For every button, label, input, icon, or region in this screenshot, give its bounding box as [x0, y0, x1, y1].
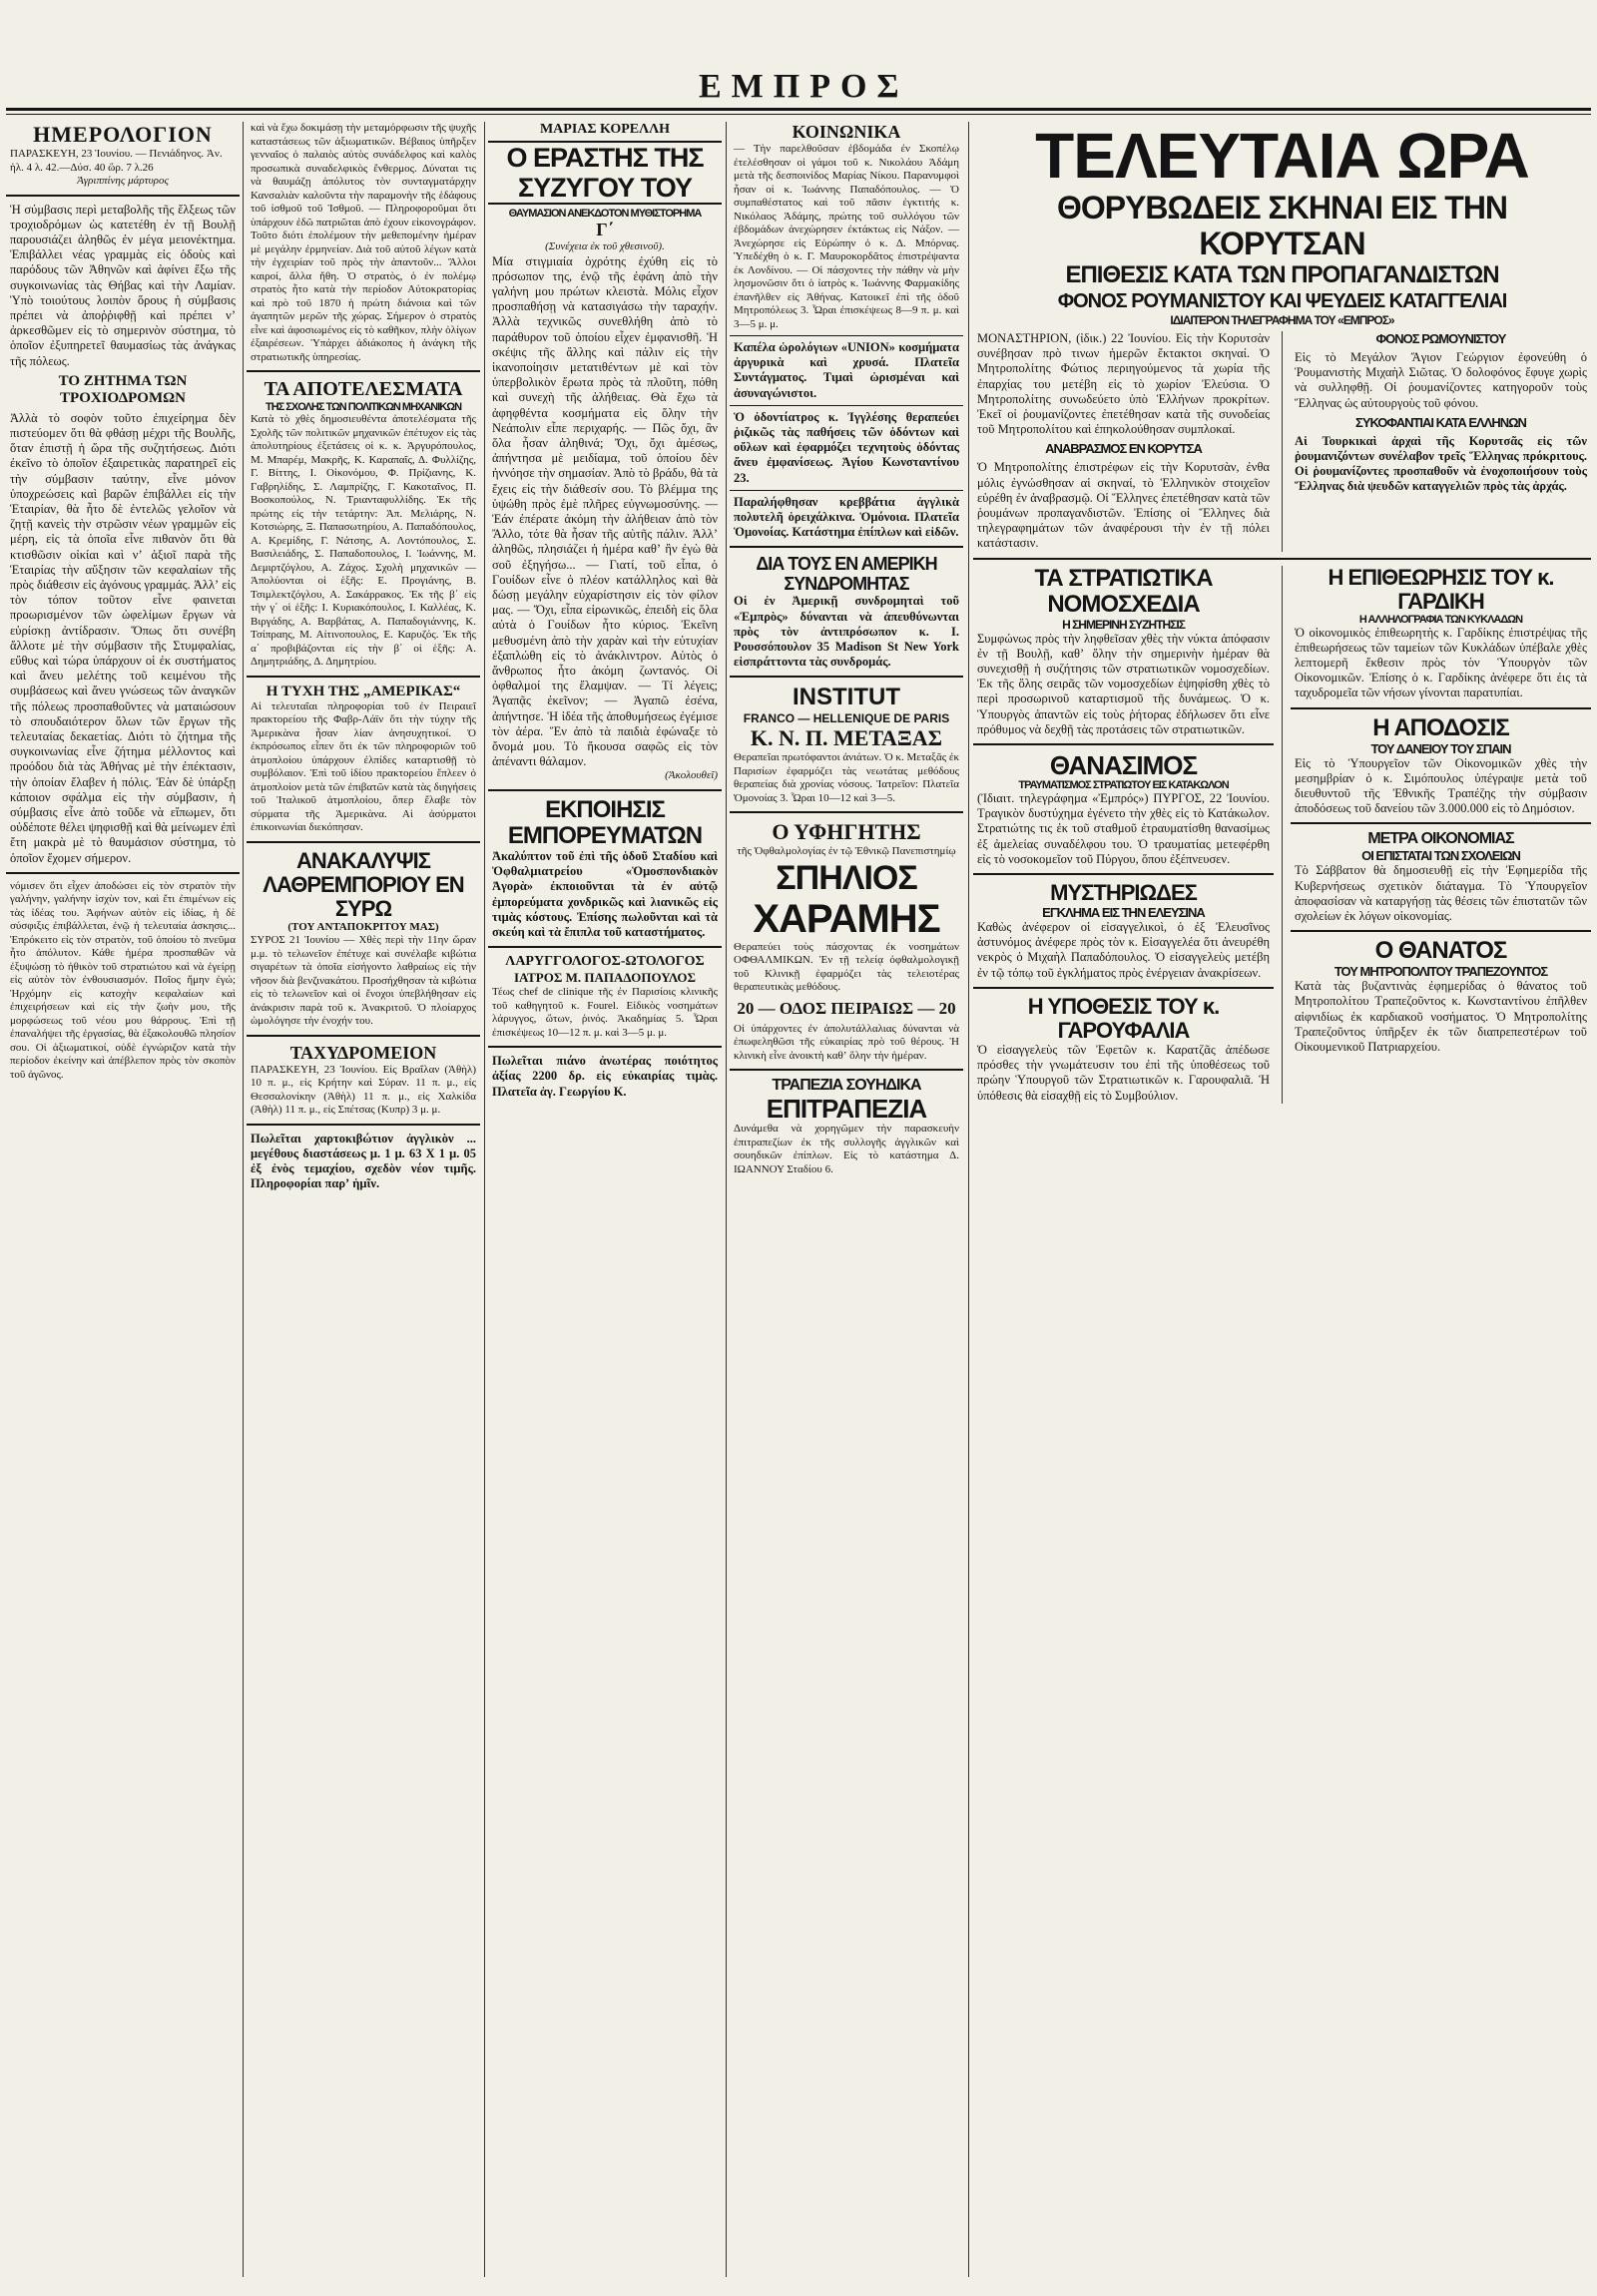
fatal-subtitle: ΤΡΑΥΜΑΤΙΣΜΟΣ ΣΤΡΑΤΙΩΤΟΥ ΕΙΣ ΚΑΤΑΚΩΛΟΝ	[1018, 779, 1229, 792]
rule	[730, 546, 963, 548]
ophthalmologist-subtitle: τῆς Ὀφθαλμολογίας ἐν τῷ Ἐθνικῷ Πανεπιστημίῳ	[737, 845, 956, 858]
death-title: Ο ΘΑΝΑΤΟΣ	[1374, 937, 1507, 965]
piano-ad: Πωλεῖται πιάνο ἀνωτέρας ποιότητος ἀξίας 2200 δρ. εἰς εὐκαιρίας τιμὰς. Πλατεῖα ἁγ. Γεωργίου Κ.	[492, 1054, 718, 1099]
rule	[1291, 707, 1591, 709]
rule	[1291, 930, 1591, 932]
monastir-text: ΜΟΝΑΣΤΗΡΙΟΝ, (ἰδικ.) 22 Ἰουνίου. Εἰς τὴν Κορυτσὰν συνέβησαν πρὸ τινων ἡμερῶν ἔκτακτοι σκηναί. Ὁ Μητροπολίτης Φώτιος περιηγούμενος τὰ χωρία τῆς ἐπαρχίας του μετέβη εἰς τὸ χωρίον Ἐλεύσια. Ὁ Μητροπολίτης συνωδεύετο ὑπὸ Ἑλλήνων προκρίτων. Ἐκεῖ οἱ ῥουμανίζοντες ἐπετέθησαν κατὰ τῆς συνοδείας τοῦ Μητροπολίτου καὶ ἐπηκολούθησαν συμπλοκαί.	[977, 331, 1270, 437]
rule	[247, 370, 480, 372]
institut-subtitle: FRANCO — HELLENIQUE DE PARIS	[743, 711, 950, 726]
rule	[730, 405, 963, 406]
military-text: Συμφώνως πρὸς τὴν ληφθεῖσαν χθὲς τὴν νύκτα ἀπόφασιν ἐν τῇ Βουλῇ, καθʼ ὅλην τὴν σημερινὴν ἡμέραν θὰ συνεχισθῇ ἡ συζήτησις τῶν στρατιωτικῶν νομοσχεδίων. Ἐκ τῆς ὅλης σειρᾶς τῶν νομοσχεδίων ἐψηφίσθη χθὲς τὸ περὶ προσωρινοῦ καταρτισμοῦ τῆς δυνάμεως. Ὁ κ. Ὑπουργὸς ἀπαντῶν εἰς τοὺς ῥήτορας ἐδήλωσεν ὅτι εἶνε πρόθυμος νὰ δεχθῇ τὰς προτάσεις τῶν στρατιωτικῶν.	[977, 631, 1270, 736]
america-luck-title: Η ΤΥΧΗ ΤΗΣ „ΑΜΕΡΙΚΑΣ“	[266, 683, 461, 699]
editorial-text: Ἡ σύμβασις περὶ μεταβολῆς τῆς ἕλξεως τῶν τροχιοδρόμων ὡς κατετέθη ἐν τῇ Βουλῇ παρουσιάζει ἀληθῶς ἐν μέγα μειονέκτημα. Ἐπιβάλλει νέας γραμμὰς εἰς ὁδοὺς καὶ παρόδους τῶν Ἀθηνῶν καὶ ἀφίνει ἔξω τῆς συγκοινωνίας τὰς Θήβας καὶ τὴν Λαμίαν. Ὑπὸ τοιούτους λοιπὸν ὅρους ἡ σύμβασις πρέπει νὰ ἀποῤῥιφθῇ καὶ πρέπει νʼ ἀρκεσθῶμεν εἰς τὸ σημερινὸν σύστημα, τὸ ὁποῖον ἐξυπηρετεῖ θαυμασίως τὰς ἀνάγκας τῆς πόλεως.	[10, 202, 236, 368]
calendar-saint: Ἀγριππίνης μάρτυρος	[77, 175, 169, 187]
inspection-title: Η ΕΠΙΘΕΩΡΗΣΙΣ ΤΟΥ κ. ΓΑΡΔΙΚΗ	[1328, 564, 1554, 614]
military-title: ΤΑ ΣΤΡΑΤΙΩΤΙΚΑ ΝΟΜΟΣΧΕΔΙΑ	[1034, 564, 1213, 618]
last-hour-headline-3: ΦΟΝΟΣ ΡΟΥΜΑΝΙΣΤΟΥ ΚΑΙ ΨΕΥΔΕΙΣ ΚΑΤΑΓΓΕΛΙΑΙ	[1057, 290, 1507, 312]
column-divider	[1282, 331, 1283, 552]
ophthalmologist-text-2: Οἱ ὑπάρχοντες ἐν ἀπολυτάλλαλιας δύνανται νὰ ἐπωφεληθῶσι τῆς εὐκαιρίας πρὸ τοῦ θέρους. Ἡ κλινικὴ εἶνε ἀνοικτὴ καθʼ ὅλην τὴν ἡμέραν.	[734, 1022, 959, 1062]
ophthalmologist-text: Θεραπεύει τοὺς πάσχοντας ἐκ νοσημάτων ΟΦΘΑΛΜΙΚΩΝ. Ἐν τῇ τελείᾳ ὀφθαλμολογικῇ τοῦ Κλινικῇ ἐφαρμόζει τὰς τελειοτέρας θεραπευτικὰς μεθόδους.	[734, 940, 959, 994]
column-divider	[968, 122, 969, 2277]
rule	[730, 676, 963, 678]
column-1	[6, 122, 240, 1082]
economy-title: ΜΕΤΡΑ ΟΙΚΟΝΟΜΙΑΣ	[1367, 830, 1514, 848]
rule	[247, 676, 480, 678]
fatal-text: (Ἰδιαιτ. τηλεγράφημα «Ἐμπρός») ΠΥΡΓΟΣ, 22 Ἰουνίου. Τραγικὸν δυστύχημα ἐγένετο τὴν χθὲς εἰς τὸ Κατάκωλον. Στρατιώτης τις ἐκ τοῦ σταθμοῦ ἐτραυματίσθη θανασίμως ἐξ ἀμελείας συναδέλφου του. Ὁ τραυματίας μετεφέρθη εἰς τὸ νοσοκομεῖον τοῦ Πύργου, ὅπου ἐξέπνευσεν.	[977, 791, 1270, 866]
novel-continues: (Ἀκολουθεῖ)	[665, 769, 718, 782]
slander-text: Αἱ Τουρκικαὶ ἀρχαὶ τῆς Κορυτσᾶς εἰς τῶν ῥουμανιζόντων συνέλαβον τρεῖς Ἕλληνας πρόκριτους. Οἱ ῥουμανίζοντες προσπαθοῦν νὰ ἐνοχοποιήσουν τοὺς Ἕλληνας διὰ ψευδῶν καταγγελιῶν πρὸς τὰς ἀρχάς.	[1294, 433, 1587, 494]
rule	[730, 811, 963, 813]
korytsa-text: Ὁ Μητροπολίτης ἐπιστρέφων εἰς τὴν Κορυτσὰν, ἐνθα μόλις ἐγνώσθησαν αἱ σκηναί, τὸ Ἑλληνικὸν στοιχεῖον εὑρέθη ἐν ἀναβρασμῷ. Οἱ Ἕλληνες ἐπετέθησαν κατὰ τῶν ῥουμάνων προπαγανδιστῶν. Ἐπίσης οἱ Ἕλληνες διὰ τηλεγραφημάτων τῶν ἀναφέρουσι τὴν ἐν τῇ πόλει κατάστασιν.	[977, 460, 1270, 551]
fatal-title: ΘΑΝΑΣΙΜΟΣ	[1049, 750, 1198, 781]
tables-text: Δυνάμεθα νὰ χορηγῶμεν τὴν παρασκευὴν ἐπιτραπεζίων ἐκ τῆς συλλογῆς ἀγγλικῶν καὶ σουηδικῶν ἐπίπλων. Εἰς τὸ κατάστημα Δ. ΙΩΑΝΝΟΥ Σταδίου 6.	[734, 1123, 959, 1175]
military-subtitle: Η ΣΗΜΕΡΙΝΗ ΣΥΖΗΤΗΣΙΣ	[1062, 617, 1185, 632]
column-2	[247, 122, 480, 1191]
america-subscribers-title: ΔΙΑ ΤΟΥΣ ΕΝ ΑΜΕΡΙΚΗ ΣΥΝΔΡΟΜΗΤΑΣ	[756, 554, 937, 595]
sale-title: ΕΚΠΟΙΗΣΙΣ ΕΜΠΟΡΕΥΜΑΤΩΝ	[507, 795, 703, 849]
rule	[973, 873, 1274, 875]
rule	[973, 987, 1274, 989]
korytsa-heading: ΑΝΑΒΡΑΣΜΟΣ ΕΝ ΚΟΡΥΤΣΑ	[1045, 441, 1202, 457]
last-hour-section	[973, 122, 1591, 1104]
death-subtitle: ΤΟΥ ΜΗΤΡΟΠΟΛΙΤΟΥ ΤΡΑΠΕΖΟΥΝΤΟΣ	[1333, 964, 1548, 980]
novel-chapter: Γ΄	[596, 220, 614, 239]
rule	[730, 1069, 963, 1071]
novel-subtitle: ΘΑΥΜΑΣΙΟΝ ΑΝΕΚΔΟΤΟΝ ΜΥΘΙΣΤΟΡΗΜΑ	[508, 208, 702, 220]
results-title: ΤΑ ΑΠΟΤΕΛΕΣΜΑΤΑ	[264, 378, 463, 400]
rule	[1291, 822, 1591, 824]
tables-subtitle: ΕΠΙΤΡΑΠΕΖΙΑ	[766, 1094, 927, 1125]
repayment-subtitle: ΤΟΥ ΔΑΝΕΙΟΥ ΤΟΥ ΣΠΑΙΝ	[1370, 740, 1511, 756]
masthead-rule	[6, 108, 1591, 111]
doctor-title: ΛΑΡΥΓΓΟΛΟΓΟΣ-ΩΤΟΛΟΓΟΣ	[505, 954, 705, 970]
smuggling-title: ΑΝΑΚΑΛΥΨΙΣ ΛΑΘΡΕΜΠΟΡΙΟΥ ΕΝ ΣΥΡΩ	[263, 847, 464, 921]
institut-text: Θεραπεῖαι πρωτόφαντοι ἀνιάτων. Ὁ κ. Μεταξᾶς ἐκ Παρισίων ἐφαρμόζει τὰς νεωτάτας μεθόδους θεραπείας διὰ χρονίας νόσους. Ἰατρεῖον: Πλατεῖα Ὁμονοίας 3. Ὧραι 10—12 καὶ 3—5.	[734, 751, 959, 804]
novel-text: Μία στιγμιαία ὀχρότης ἐχύθη εἰς τὸ πρόσωπον της, ἐνῷ τῆς ἐφάνη ἀπὸ τὴν γαλήνη μου πρώτων κλειστὰ. Μόλις εἶχον προσπαθήσῃ νὰ κατασιγάσω τὴν ταραχήν. Ἀλλὰ τεχνικῶς συνεθλήθη ἀπὸ τὸ παράθυρον τοῦ ὁποίου εἶχεν ἐμφανισθῆ. Ἡ σκέψις τῆς ἄλλης καὶ πάλιν εἰς τὴν ἱκανοποίησιν μετατιθέντων μὲ καὶ τὸν ὑπερβολικὸν ἔρωτα πρὸς τὰ πλοῦτη, πόθη καὶ συνεχὴ τῆς ἀλήθειας. Θὰ ἔχω τὰ ἀφηφθέντα κοσμήματα εἰς ὅλην τὴν Νεάπολιν εἶπε περιχαρής. — Πῶς ὄχι, ἂν ὅλα ἦσαν ἀληθινά; Ὄχι, ὄχι ἀμέσως, ἀπήντησα μὲ μειδίαμα, τοῦ ὁποίου δὲν ἠννόησε τὴν σημασίαν. Ἀπὸ τὸ βράδυ, θὰ τὰ ἔχεις εἰς τὴν διάθεσίν σου. Τὸ βλέμμα της ὑψώθη πρὸς ἐμὲ πλῆρες εὐγνωμοσύνης. — Ἐάν ἐπέρατε ἀκόμη τὴν ἀλήθειαν ἀπὸ τὸν Ἄλλο, τότε θὰ ἦσαν τῆς αὐτῆς πάλιν. Ἀλλʼ ἀληθῶς, πλησιάζει ἡ ἡμέρα καθʼ ἣν ἐγὼ θὰ σοῦ ἐξηγήσω... — Γιατί, τοῦ εἶπα, ὁ Γουίδων εἶνε ὁ πλέον κατάλληλος καὶ θὰ δώσῃ μεγάλην εὐχαρίστησιν εἰς τὸν φίλον μας. — Ὄχι, εἶπα εἰρωνικῶς, ἐπειδὴ εἰς ὅλα αὐτὰ ὁ Γουίδων ἦτο κύριος. Ἐκεῖνη μεθυσμένη ἀπὸ τὴν χαρὰν καὶ τὴν εὐτυχίαν ἐξαπλώθη εἰς τὸ ἀνάκλιντρον. Αὐτὸς ὁ ἄνθρωπος ἦτο ἀκόμη ζωντανός. Οἱ ὀφθαλμοί της ἔλαμψαν. — Τί λέγεις; Ἀγαπᾷς ἐκεῖνον; — Ἀγαπῶ ἐσένα, ἀπήντησε. Ἡ ἰδέα τῆς ἀποθυμήσεως ἐγέμισε τὸν ἀέρα. Ἕν ἀπὸ τὰ παιδιὰ ἐφώναξε τὸ ὄνομά μου. Τὸ ἤκουσα σαφῶς εἰς τὸν ἀπέναντι θάλαμον.	[492, 253, 718, 769]
post-text: ΠΑΡΑΣΚΕΥΗ, 23 Ἰουνίου. Εἰς Βραΐλαν (Ἀθὴλ) 10 π. μ., εἰς Κρήτην καὶ Σύραν. 11 π. μ., εἰς Θεσσαλονίκην (Ἀθὴλ) 11 π. μ., εἰς Χαλκίδα (Ἀθὴλ) 11 π. μ., εἰς Σπέτσας (Κυπρ) 3 μ. μ.	[251, 1063, 476, 1116]
slander-heading: ΣΥΚΟΦΑΝΤΙΑΙ ΚΑΤΑ ΕΛΛΗΝΩΝ	[1355, 414, 1526, 430]
rule	[247, 1124, 480, 1126]
mysterious-subtitle: ΕΓΚΛΗΜΑ ΕΙΣ ΤΗΝ ΕΛΕΥΣΙΝΑ	[1042, 905, 1205, 921]
calendar-date: ΠΑΡΑΣΚΕΥΗ, 23 Ἰουνίου. — Πενιάδηνος. Ἀν. ἡλ. 4 λ. 42.—Δύσ. 40 ὥρ. 7 λ.26	[10, 148, 223, 174]
post-title: ΤΑΧΥΔΡΟΜΕΙΟΝ	[289, 1042, 437, 1063]
america-luck-text: Αἱ τελευταῖαι πληροφορίαι τοῦ ἐν Πειραιεῖ πρακτορείου τῆς Φαβρ-Λάϊν ὅτι τὴν τύχην τῆς Ἀμερικὰνα ἦσαν λίαν ἀνησυχητικοί. Ὁ ἐκπρόσωπος εἶπεν ὅτι ἐκ τῶν πληροφοριῶν τοῦ ἀτμοπλοίου ὑπάρχουν ἐλπίδες καταρτισθῇ τὸ συμβόλαιον. Ἐπὶ τοῦ ἰδίου πρακτορείου ἔπλεεν ὁ ἀτμοπλοίον μετὰ τῶν ἐπιβατῶν κατὰ τὰς διηγήσεις τοῦ Ἰταλικοῦ ἀτμοπλοίου, ὅπερ ἔλαβε τὸν σύρματα τῆς Ἀμερικὰνα. Αἱ ἀσύρματοι ἐπικοινωνίαι διεκόπησαν.	[251, 699, 476, 833]
column-divider	[243, 122, 244, 2277]
editorial-subhead: ΤΟ ΖΗΤΗΜΑ ΤΩΝ ΤΡΟΧΙΟΔΡΟΜΩΝ	[58, 372, 188, 406]
last-hour-right	[1291, 331, 1591, 552]
smuggling-text: ΣΥΡΟΣ 21 Ἰουνίου — Χθὲς περὶ τὴν 11ην ὥραν μ.μ. τὸ τελωνεῖον ἐπέτυχε καὶ συνέλαβε κιβώτια σιγαρέτων τὰ ὁποῖα εἰσήγοντο λαθραίως εἰς τὴν νῆσον διὰ βενζινακάτου. Προσήχθησαν τὰ κιβώτια εἰς τὸ τελωνεῖον καὶ οἱ ἔνοχοι ὑπεβλήθησαν εἰς ἀνάκρισιν παρὰ τοῦ κ. Ἀνακριτοῦ. Ὁ πλοίαρχος ὡμολόγησε τὴν ἐνοχήν του.	[251, 934, 476, 1027]
last-hour-headline-1: ΘΟΡΥΒΩΔΕΙΣ ΣΚΗΝΑΙ ΕΙΣ ΤΗΝ ΚΟΡΥΤΣΑΝ	[1056, 190, 1508, 261]
social-title: ΚΟΙΝΩΝΙΚΑ	[792, 122, 901, 142]
novel-author: ΜΑΡΙΑΣ ΚΟΡΕΛΛΗ	[539, 122, 671, 137]
mysterious-text: Καθὼς ἀνέφερον οἱ εἰσαγγελικοὶ, ὁ ἐξ Ἐλευσῖνος ἀστυνόμος ἀνέφερε πρὸς τὸν κ. Εἰσαγγελέα ὅτι ἀνευρέθη νεκρὸς ὁ Μιχαὴλ Παπαδόπουλος. Ὁ εἰσαγγελεὺς μετέβη ἐν τῷ τόπῳ τοῦ ἐγκλήματος πρὸς ἐνέργειαν ἀνακρίσεων.	[977, 920, 1270, 980]
social-text: — Τὴν παρελθοῦσαν ἑβδομάδα ἐν Σκοπέλῳ ἐτελέσθησαν οἱ γάμοι τοῦ κ. Νικολάου Ἀδάμη μετὰ τῆς δεσποινίδος Μαρίας Νίκου. Παρανυμφοὶ ἦσαν οἱ κ. Ἰωάννης Παπαδόπουλος. — Ὁ συμπαθέστατος καὶ τοῦ πᾶσιν ἐγκτιτής κ. Νικόλαος Ἀδάμης, πρώτης τοῦ συλλόγου τῶν ἐβδομάδων ἀνεχώρησεν ἐκτάκτως εἰς Νάξον. — Ἀνεχώρησε εἰς Εὐρώπην ὁ κ. Δ. Μπόρνας. Ὑπεδέχθη ὁ κ. Γ. Μαυροκορδᾶτος ἐπιστρέψαντα ἐκ Λονδίνου. — Οἱ πάσχοντες τὴν πάθην νὰ μὴν λησμονῶσιν ὅτι ὁ ἰατρὸς κ. Ἰωάννης Φαρμακίδης ἐπανῆλθεν εἰς Ἀθήνας. Κατοικεῖ ἐπὶ τῆς ὁδοῦ Μητροπόλεως 3. Ὧραι ἐπισκέψεως 8—9 π. μ. καὶ 3—5 μ. μ.	[734, 143, 959, 330]
doctor-text: Τέως chef de clinique τῆς ἐν Παρισίοις κλινικῆς τοῦ καθηγητοῦ κ. Fourel. Εἰδικὸς νοσημάτων λάρυγγος, ὤτων, ῥινός. Ἀκαδημίας 5. Ὧραι ἐπισκέψεως 10—12 π. μ. καὶ 3—5 μ. μ.	[492, 986, 718, 1039]
newspaper-title: ΕΜΠΡΟΣ	[699, 68, 909, 105]
ophthalmologist-address: 20 — ΟΔΟΣ ΠΕΙΡΑΙΩΣ — 20	[737, 998, 956, 1018]
rule	[730, 335, 963, 336]
inspection-text: Ὁ οἰκονομικὸς ἐπιθεωρητὴς κ. Γαρδίκης ἐπιστρέψας τῆς ἐπιθεωρήσεως τῶν ταμείων τῶν Κυκλάδων ὑπέβαλε χθὲς λεπτομερῆ ἔκθεσιν πρὸς τὸν Ὑπουργὸν τῶν Οἰκονομικῶν. Ἐπίσης ὁ κ. Γαρδίκης ἀνέφερε ὅτι ἐις τὰ ταχυδρομεῖα τῶν νήσων γίνονται παρατυπίαι.	[1294, 625, 1587, 700]
death-text: Κατὰ τὰς βυζαντινὰς ἐφημερίδας ὁ θάνατος τοῦ Μητροπολίτου Τραπεζοῦντος κ. Κωνσταντίνου ἐπῆλθεν αἰφνιδίως ἐκ καρδιακοῦ νοσήματος. Ὁ Μητροπολίτης Τραπεζοῦντος ὑπῆρξεν ἐκ τῶν διαπρεπεστέρων τοῦ Οἰκουμενικοῦ Πατριαρχείου.	[1294, 979, 1587, 1055]
classified-ad: Πωλεῖται χαρτοκιβώτιον ἀγγλικὸν ... μεγέθους διαστάσεως μ. 1 μ. 63 Χ 1 μ. 05 ἐξ ἐνὸς τεμαχίου, σχεδὸν νέον τιμῆς. Πληροφορίαι παρʼ ἡμῖν.	[251, 1131, 476, 1191]
ophthalmologist-name-1: ΣΠΗΛΙΟΣ	[776, 858, 917, 897]
column-divider	[726, 122, 727, 2277]
lower-left	[973, 566, 1274, 1104]
ad-beds: Παραλήφθησαν κρεββάτια ἀγγλικὰ πολυτελῆ ὀρειχάλκινα. Ὁμόνοια. Πλατεῖα Ὁμονοίας. Κατάστημα ἐπίπλων καὶ εἰδῶν.	[734, 494, 959, 540]
ophthalmologist-title: Ο ΥΦΗΓΗΤΗΣ	[772, 819, 921, 845]
murder-text: Εἰς τὸ Μεγάλον Ἄγιον Γεώργιον ἐφονεύθη ὁ Ῥουμανιστὴς Μιχαὴλ Σιῶτας. Ὁ δολοφόνος ἔφυγε χωρὶς νὰ συλληφθῇ. Οἱ ῥουμανίζοντες κατηγοροῦν τοὺς Ἕλληνας ὡς αὐτουργοὺς τοῦ φόνου.	[1294, 350, 1587, 410]
ad-watches: Καπέλα ὡρολόγιων «UNION» κοσμήματα ἀργυρικὰ καὶ χρυσά. Πλατεῖα Συντάγματος. Τιμαὶ ὡρισμέναι καὶ ἀσυναγώνιστοι.	[734, 340, 959, 400]
feuilleton-text: νόμισεν ὅτι εἶχεν ἀποδώσει εἰς τὸν στρατὸν τὴν γαλήνην, γαλήνην ἰσχὺν τον, καὶ ἔτι ἐπιμένων εἰς τὰς ἰδέας του. Ἀφήνων αὐτὸν εἰς ἰδίας, ἡ δὲ σύσφιξις ἐπιβάλλεται, ἐνῷ ἡ τελευταία ἀσκησις... Ἐπρόκειτο εἰς τὸν στρατὸν, τοῦ ὁποίου τὸ πνεῦμα ἦτο ἀπόλυτον. Κάθε ἡμέρα προσπαθῶν νὰ ἐξυψώσῃ τὸ ἠθικὸν τοῦ στρατιώτου καὶ νὰ ἐγείρῃ εἰς αὐτὸν τὸν ἐνθουσιασμόν. Ποῖος ἤμην ἐγώ; Ἠρχόμην εἰς κατοχὴν κεφαλαίων καὶ ἐπιχειρήσεων καὶ εἰς τὴν ζωὴν μου, τῆς μορφώσεως τοῦ νέου μου θάρρους. Ἐπὶ τῇ ἐπαναλήψει τῆς ἐργασίας, θὰ ἐξακολουθῶ πλησίον σου. Οἱ ἀξιωματικοί, οὐδὲ ἐγνώριζον κατὰ τὴν περίοδον ἐκείνην καὶ ἀπέβλεπον πρὸς τὸν σκοπὸν τοῦ ἀγῶνος.	[10, 879, 236, 1081]
rule	[973, 558, 1591, 560]
feuilleton-continued: καὶ νὰ ἔχω δοκιμάσῃ τὴν μεταμόρφωσιν τῆς ψυχῆς καταστάσεως τῶν ἀξιωματικῶν. Βέβαιος ὑπῆρξεν γενναῖος ὁ παλαιὸς αὐτὸς συνάδελφος καὶ καλὸς προσωπικὰ συναδελφικὸς ἔνθερμος. Δύναται τις νὰ θαυμάζῃ ἀπόλυτος τὸν συνταγματάρχην Κανσαλιὰν καλοῦντα τὴν παραμονὴν τῆς ἑδάφους τοῦ ἰσθμοῦ τοῦ Ἰσθμοῦ. — Πληροφοροῦμαι ὅτι ὑπάρχουν ἐδῶ πατριῶται ἀπὸ ἐχουν εἰκονογράφον. Τοῦτο διότι ἐπολέμουν τὴν μεθεπομένην ἡμέραν μὲ μεγάλην ἐρμηνείαν. Διὰ τοῦ αὐτοῦ λέγων κατὰ τὴν ἐγχειρίαν τοῦ πρὸς τὴν ἀπαντοῦν... Ἄλλοι καιροί, ἄλλα ἤθη. Ὁ στρατὸς, ὁ ἐν πολέμῳ στρατὸς ἦτο κατὰ τὴν περίοδον Αὐτοκρατορίας καὶ πρὸ τοῦ 1870 ἡ πρώτη διάνοια καὶ τῶν ἀγαπητῶν μερῶν τῆς χώρας. Σήμερον ὁ στρατὸς εἶνε καὶ ἀφοσιωμένος εἰς τὸ καθῆκον, πλὴν ὀλίγων ἐξαιρέσεων. Ὑπάρχει ἀδιάκοπος ἡ ἀνάγκη τῆς στρατιωτικῆς ὑπηρεσίας.	[251, 122, 476, 363]
smuggling-subtitle: (ΤΟΥ ΑΝΤΑΠΟΚΡΙΤΟΥ ΜΑΣ)	[287, 920, 439, 933]
calendar-heading: ΗΜΕΡΟΛΟΓΙΟΝ	[33, 122, 213, 147]
editorial-text-2: Ἀλλὰ τὸ σοφὸν τοῦτο ἐπιχείρημα δὲν πιστεύομεν ὅτι θὰ φθάσῃ μέχρι τῆς Βουλῆς, ὅταν ἐπιστῇ ἡ ὥρα τῆς συζητήσεως. Διότι ἐκεῖνο τὸ ὁποῖον ἐξαιρετικὰς παρατηρεῖ εἰς τὴν σύμβασιν ταύτην, εἶνε μόνον ὑποχρεώσεις καὶ βαρῶν ἐπιβάλλει εἰς τὴν Ἑταιρίαν, θὰ ἦτο δὲ ἐντελῶς γελοῖον νὰ ζητῇ κανεὶς τὴν στρῶσιν νέων γραμμῶν εἰς μέρη, εἰς τὰ ὁποῖα εἶνε πιθανὸν ὅτι θὰ κτισθῶσιν οἰκίαι καὶ νʼ ἀξιοῖ παρὰ τῆς Ἑταιρίας τὴν αὔξησιν τῶν κεφαλαίων τῆς πρὸς διάθεσιν εἰς ἀγόνους γραμμάς. Ἀλλʼ εἰς τὸν τόπον τοῦτον εἶνε φαινεται προωρισμένον τῶν ὠφελίμων ἔργων νὰ εὑρίσκῃ ἀντίδρασιν. Ὅπως ὅτι συνέβη ἄλλοτε μὲ τὴν σύμβασιν τῆς Στυμφαλίας, εὔθυς καὶ τώρα ὑπάρχουν οἱ ἐκ συστήματος καὶ ἄνευ μελέτης τοῦ κειμένου τῆς συμβάσεως καὶ ἄνευ γνώσεως τῶν ἀναγκῶν τῆς πόλεως προσπαθοῦντες νὰ ματαιώσουν τὸ σπουδαιότερον ὅλων τῶν ἔργων τῆς τελευταίας δεκαετίας. Διότι τὸ ζήτημα τῆς συγκοινωνίας εἶνε ζήτημα μέλλοντος καὶ προόδου διὰ τὰς Ἀθήνας μὲ τὴν ἐπέκτασιν, τὴν ὁποίαν ἔλαβεν ἡ πόλις. Ἐὰν δὲ ὑπάρξῃ κάποιον σφάλμα εἰς τὴν σύμβασιν, ἡ σύμβασις εἶνε ἀπὸ τοῦδε νὰ εἴπωμεν, ὅτι οὐδέποτε θέλει ψηφισθῇ καὶ θὰ μείνωμεν ἐπὶ ἔτη μακρὰ μὲ τὸ θαυμάσιον σύστημα, τὸ ὁποῖον ἔχομεν σήμερον.	[10, 410, 236, 865]
last-hour-left	[973, 331, 1274, 552]
novel-continued-note: (Συνέχεια ἐκ τοῦ χθεσινοῦ).	[545, 240, 665, 252]
garoufalias-text: Ὁ εἰσαγγελεὺς τῶν Ἐφετῶν κ. Καρατζᾶς ἀπέδωσε πρόσθες τὴν γνωμάτευσιν του ἐπὶ τῆς ὑποθέσεως τοῦ πρώην Ὑπουργοῦ τῶν Στρατιωτικῶν κ. Γαρουφαλιᾶ. Ἡ ὑπόθεσις θὰ εἰσαχθῇ εἰς τὸ Συμβούλιον.	[977, 1042, 1270, 1103]
lower-right	[1291, 566, 1591, 1104]
last-hour-headline-2: ΕΠΙΘΕΣΙΣ ΚΑΤΑ ΤΩΝ ΠΡΟΠΑΓΑΝΔΙΣΤΩΝ	[1065, 261, 1499, 288]
institut-title: INSTITUT	[793, 684, 900, 711]
last-hour-title: ΤΕΛΕΥΤΑΙΑ ΩΡΑ	[1035, 122, 1529, 192]
garoufalias-title: Η ΥΠΟΘΕΣΙΣ ΤΟΥ κ. ΓΑΡΟΥΦΑΛΙΑ	[1027, 993, 1220, 1043]
rule	[247, 1035, 480, 1037]
column-divider	[1282, 566, 1283, 1104]
rule	[730, 490, 963, 491]
results-subtitle: ΤΗΣ ΣΧΟΛΗΣ ΤΩΝ ΠΟΛΙΤΙΚΩΝ ΜΗΧΑΝΙΚΩΝ	[265, 401, 462, 413]
column-4	[730, 122, 963, 1176]
murder-heading: ΦΟΝΟΣ ΡΩΜΟΥΝΙΣΤΟΥ	[1375, 331, 1506, 346]
repayment-text: Εἰς τὸ Ὑπουργεῖον τῶν Οἰκονομικῶν χθὲς τὴν μεσημβρίαν ὁ κ. Σιμόπουλος ὑπέγραψε μετὰ τοῦ διευθυντοῦ τῆς Ἐθνικῆς Τραπέζης τὴν σύμβασιν ἀποδόσεως τοῦ δανείου τῶν 3.000.000 εἰς τὸ Δημόσιον.	[1294, 755, 1587, 816]
doctor-name: ΙΑΤΡΟΣ Μ. ΠΑΠΑΔΟΠΟΥΛΟΣ	[513, 970, 697, 986]
novel-title: Ο ΕΡΑΣΤΗΣ ΤΗΣ ΣΥΖΥΓΟΥ ΤΟΥ	[488, 141, 722, 205]
ophthalmologist-name-2: ΧΑΡΑΜΗΣ	[753, 896, 940, 941]
masthead-rule-thin	[6, 114, 1591, 115]
america-subscribers-text: Οἱ ἐν Ἀμερικῇ συνδρομηταὶ τοῦ «Ἐμπρὸς» δύνανται νὰ ἀπευθύνωνται πρὸς τὸν ἀντιπρόσωπον κ. Ι. Ρουσσόπουλον 35 Madison St New York εἰσπράττοντα τὰς συνδρομάς.	[734, 594, 959, 670]
results-text: Κατὰ τὸ χθὲς δημοσιευθέντα ἀποτελέσματα τῆς Σχολῆς τῶν πολιτικῶν μηχανικῶν ἐπέτυχον εἰς τὰς ἀπολυτηρίους ἐξετάσεις οἱ κ. κ. Ἀργυρόπουλος, Μ. Μπαρέμ, Μακρῆς, Κ. Καραπαῖς, Δ. Φυλλίζης, Γ. Βίττης, Ι. Οἰκονόμου, Φ. Πρίζιανης, Κ. Γαβρηλίδης, Σ. Λαμπρίζης, Γ. Κακοταῖνος, Π. Βοσκοπούλος, Ν. Τριανταφυλλίδης. Ἐκ τῆς πρώτης εἰς τὴν τετάρτην: Ἀπ. Μελιάρης, Ν. Κοτσιώρης, Ξ. Παπασωτηρίου, Α. Παπαδόπουλος, Α. Κρεμίδης, Γ. Νάτσης, Α. Λοντόπουλος, Σ. Βασιλειάδης, Σ. Παπαδοπουλος, Ι. Ἰωάννης, Μ. Δεμιρτζόγλου, Α. Ζάχος. Σχολὴ μηχανικῶν — Ἀπολύονται οἱ ἑξῆς: Ε. Προγιάνης, Β. Τσιμλεκτζόγλου, Α. Σακάρρακος. Ἐκ τῆς β΄ εἰς τὴν γ΄ οἱ ἑξῆς: Ι. Κυριακόπουλος, Ι. Καλλέας, Κ. Βιργάδης, Α. Βαρβάτας, Α. Παπαδογιάννης, Κ. Τσίπραης, Μ. Αἰτινοπουλος, Ε. Καρυζός. Ἐκ τῆς α΄ προβιβάζονται εἰς τὴν β΄ οἱ ἑξῆς: Α. Δημητριάδης, Δ. Δημητρίου.	[251, 413, 476, 668]
rule	[488, 789, 722, 791]
inspection-subtitle: Η ΑΛΛΗΛΟΓΡΑΦΙΑ ΤΩΝ ΚΥΚΛΑΔΩΝ	[1358, 613, 1523, 626]
rule	[6, 195, 240, 197]
rule	[247, 841, 480, 843]
sale-text: Ἀκαλύπτον τοῦ ἐπὶ τῆς ὁδοῦ Σταδίου καὶ Ὀφθαλμιατρείου «Ὁμοσπονδιακὸν Ἀγορὰ» ἐκποιοῦνται τὰ ἐν αὐτῷ ἐμπορεύματα χονδρικῶς καὶ λιανικῶς εἰς τιμὰς κόστους. Ἐπίσης πωλοῦνται καὶ τὰ σκεύη καὶ τὰ ἔπιπλα τοῦ καταστήματος.	[492, 848, 718, 939]
institut-name: Κ. Ν. Π. ΜΕΤΑΞΑΣ	[750, 725, 943, 751]
column-divider	[484, 122, 485, 2277]
economy-subtitle: ΟΙ ΕΠΙΣΤΑΤΑΙ ΤΩΝ ΣΧΟΛΕΙΩΝ	[1361, 848, 1520, 864]
tables-title: ΤΡΑΠΕΖΙΑ ΣΟΥΗΔΙΚΑ	[772, 1077, 921, 1095]
ad-dentist: Ὁ ὀδοντίατρος κ. Ἰγγλέσης θεραπεύει ῥιζικῶς τὰς παθήσεις τῶν ὀδόντων καὶ οὔλων καὶ ἐφαρμόζει τεχνητοὺς ὀδόντας ἄνευ ἐμφανίσεως. Ἁγίου Κωνσταντίνου 23.	[734, 409, 959, 485]
column-3	[488, 122, 722, 1100]
rule	[488, 946, 722, 948]
economy-text: Τὸ Σάββατον θὰ δημοσιευθῇ εἰς τὴν Ἐφημερίδα τῆς Κυβερνήσεως σχετικὸν διάταγμα. Τὸ Ὑπουργεῖον ἀποφασίσαν νὰ καταργήσῃ τὰς θέσεις τῶν ἐπιστατῶν τῶν σχολείων ἐκ λόγων οἰκονομίας.	[1294, 863, 1587, 924]
rule	[6, 872, 240, 874]
mysterious-title: ΜΥΣΤΗΡΙΩΔΕΣ	[1050, 880, 1197, 906]
masthead	[0, 0, 1597, 110]
last-hour-headline-4: ΙΔΙΑΙΤΕΡΟΝ ΤΗΛΕΓΡΑΦΗΜΑ ΤΟΥ «ΕΜΠΡΟΣ»	[1170, 313, 1394, 327]
lower-section	[973, 566, 1591, 1104]
repayment-title: Η ΑΠΟΔΟΣΙΣ	[1372, 713, 1509, 741]
rule	[973, 743, 1274, 745]
rule	[488, 1046, 722, 1048]
